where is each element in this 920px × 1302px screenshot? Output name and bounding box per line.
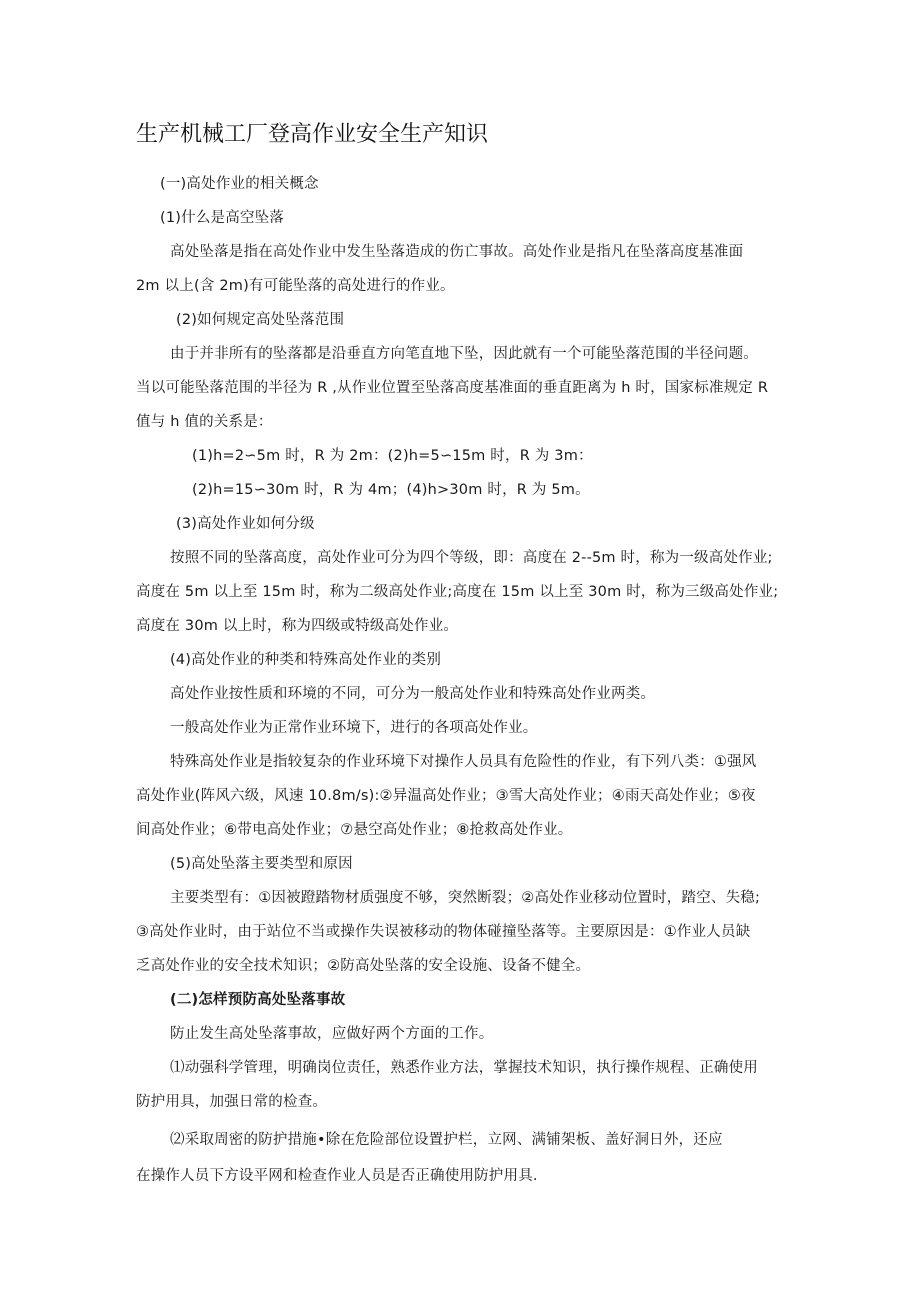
paragraph-line: 高度在 5m 以上至 15m 时，称为二级高处作业;高度在 15m 以上至 30m 时，称为三级高处作业; [136,584,779,600]
paragraph-line: 2m 以上(含 2m)有可能坠落的高处进行的作业。 [136,278,455,294]
paragraph-line: 高处坠落是指在高处作业中发生坠落造成的伤亡事故。高处作业是指凡在坠落高度基准面 [170,244,744,260]
subheading: (1)什么是高空坠落 [160,210,285,226]
paragraph-line: 值与 h 值的关系是： [136,414,273,430]
paragraph-line: 间高处作业；⑥带电高处作业；⑦悬空高处作业；⑧抢救高处作业。 [136,822,573,838]
paragraph-line: ③高处作业时，由于站位不当或操作失误被移动的物体碰撞坠落等。主要原因是：①作业人员缺 [136,924,751,940]
paragraph-line: 高度在 30m 以上时，称为四级或特级高处作业。 [136,618,459,634]
paragraph-line: 防止发生高处坠落事故，应做好两个方面的工作。 [170,1026,494,1042]
paragraph-line: 高处作业按性质和环境的不同，可分为一般高处作业和特殊高处作业两类。 [170,686,656,702]
paragraph-line: 当以可能坠落范围的半径为 R ,从作业位置至坠落高度基准面的垂直距离为 h 时，国家标准规定 R [136,380,769,396]
list-item: (1)h=2∽5m 时，R 为 2m：(2)h=5∽15m 时，R 为 3m： [192,448,593,464]
paragraph-line: ⑴动强科学管理，明确岗位责任，熟悉作业方法，掌握技术知识，执行操作规程、正确使用 [170,1060,758,1076]
paragraph-line: 防护用具，加强日常的检查。 [136,1094,328,1110]
section-heading-1: (一)高处作业的相关概念 [160,176,319,192]
section-heading-2: (二)怎样预防高处坠落事故 [170,992,346,1008]
paragraph-line: 特殊高处作业是指较复杂的作业环境下对操作人员具有危险性的作业，有下列八类：①强风 [170,754,757,770]
subheading: (4)高处作业的种类和特殊高处作业的类别 [170,652,442,668]
subheading: (5)高处坠落主要类型和原因 [170,856,353,872]
paragraph-line: 乏高处作业的安全技术知识；②防高处坠落的安全设施、设备不健全。 [136,958,591,974]
paragraph-line: 按照不同的坠落高度，高处作业可分为四个等级，即：高度在 2--5m 时，称为一级高处作业; [170,550,773,566]
list-item: (2)h=15∽30m 时，R 为 4m；(4)h>30m 时，R 为 5m。 [192,482,590,498]
paragraph-line: 由于并非所有的坠落都是沿垂直方向笔直地下坠，因此就有一个可能坠落范围的半径问题。 [170,346,758,362]
page-title: 生产机械工厂登高作业安全生产知识 [136,122,489,147]
paragraph-line: 一般高处作业为正常作业环境下，进行的各项高处作业。 [170,720,538,736]
paragraph-line: ⑵采取周密的防护措施•除在危险部位设置护栏，立网、满铺架板、盖好洞日外，还应 [170,1132,723,1148]
paragraph-line: 主要类型有：①因被蹬踏物材质强度不够，突然断裂；②高处作业移动位置时，踏空、失稳; [170,890,761,906]
paragraph-line: 高处作业(阵风六级，风速 10.8m/s):②异温高处作业；③雪大高处作业；④雨天高处作业；⑤夜 [136,788,756,804]
paragraph-line: 在操作人员下方设平网和检查作业人员是否正确使用防护用具. [136,1168,538,1184]
subheading: (2)如何规定高处坠落范围 [176,312,345,328]
subheading: (3)高处作业如何分级 [176,516,315,532]
